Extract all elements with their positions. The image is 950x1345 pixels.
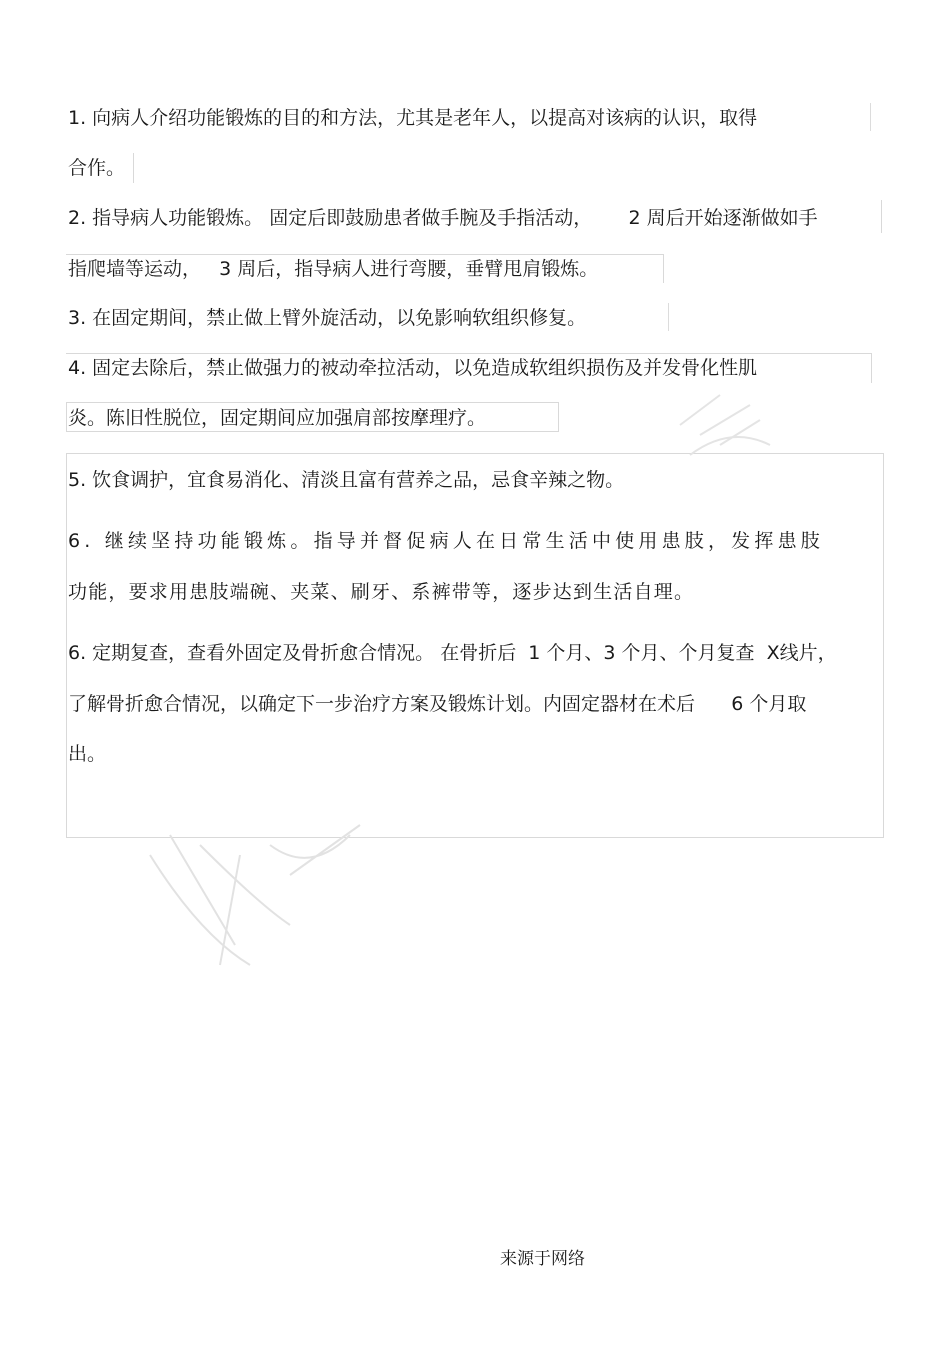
watermark-mark-top — [660, 385, 780, 465]
paragraph-7-line-3: 出。 — [68, 743, 107, 765]
watermark-mark-bottom — [140, 815, 380, 975]
source-footer: 来源于网络 — [500, 1249, 585, 1269]
paragraph-2-line-1: 2. 指导病人功能锻炼。 固定后即鼓励患者做手腕及手指活动， 2 周后开始逐渐做如手 — [68, 207, 818, 229]
paragraph-4-line-2: 炎。陈旧性脱位，固定期间应加强肩部按摩理疗。 — [68, 407, 487, 429]
paragraph-2-line-2: 指爬墙等运动， 3 周后，指导病人进行弯腰，垂臂甩肩锻炼。 — [68, 258, 599, 280]
paragraph-7-line-1: 6. 定期复查，查看外固定及骨折愈合情况。 在骨折后 1 个月、3 个月、个月复查 X线片， — [68, 642, 837, 664]
paragraph-3-line-1: 3. 在固定期间，禁止做上臂外旋活动，以免影响软组织修复。 — [68, 307, 587, 329]
paragraph-6-line-2: 功能，要求用患肢端碗、夹菜、刷牙、系裤带等，逐步达到生活自理。 — [68, 581, 695, 603]
paragraph-6-line-1: 6. 继续坚持功能锻炼。指导并督促病人在日常生活中使用患肢，发挥患肢 — [68, 530, 824, 552]
paragraph-1-line-2: 合作。 — [68, 157, 126, 179]
rule-1 — [870, 103, 871, 131]
paragraph-4-line-1: 4. 固定去除后，禁止做强力的被动牵拉活动，以免造成软组织损伤及并发骨化性肌 — [68, 357, 758, 379]
paragraph-1-line-1: 1. 向病人介绍功能锻炼的目的和方法，尤其是老年人，以提高对该病的认识，取得 — [68, 107, 758, 129]
paragraph-7-line-2: 了解骨折愈合情况，以确定下一步治疗方案及锻炼计划。内固定器材在术后 6 个月取 — [68, 693, 807, 715]
rule-2 — [668, 303, 669, 331]
paragraph-5-line-1: 5. 饮食调护，宜食易消化、清淡且富有营养之品，忌食辛辣之物。 — [68, 469, 625, 491]
